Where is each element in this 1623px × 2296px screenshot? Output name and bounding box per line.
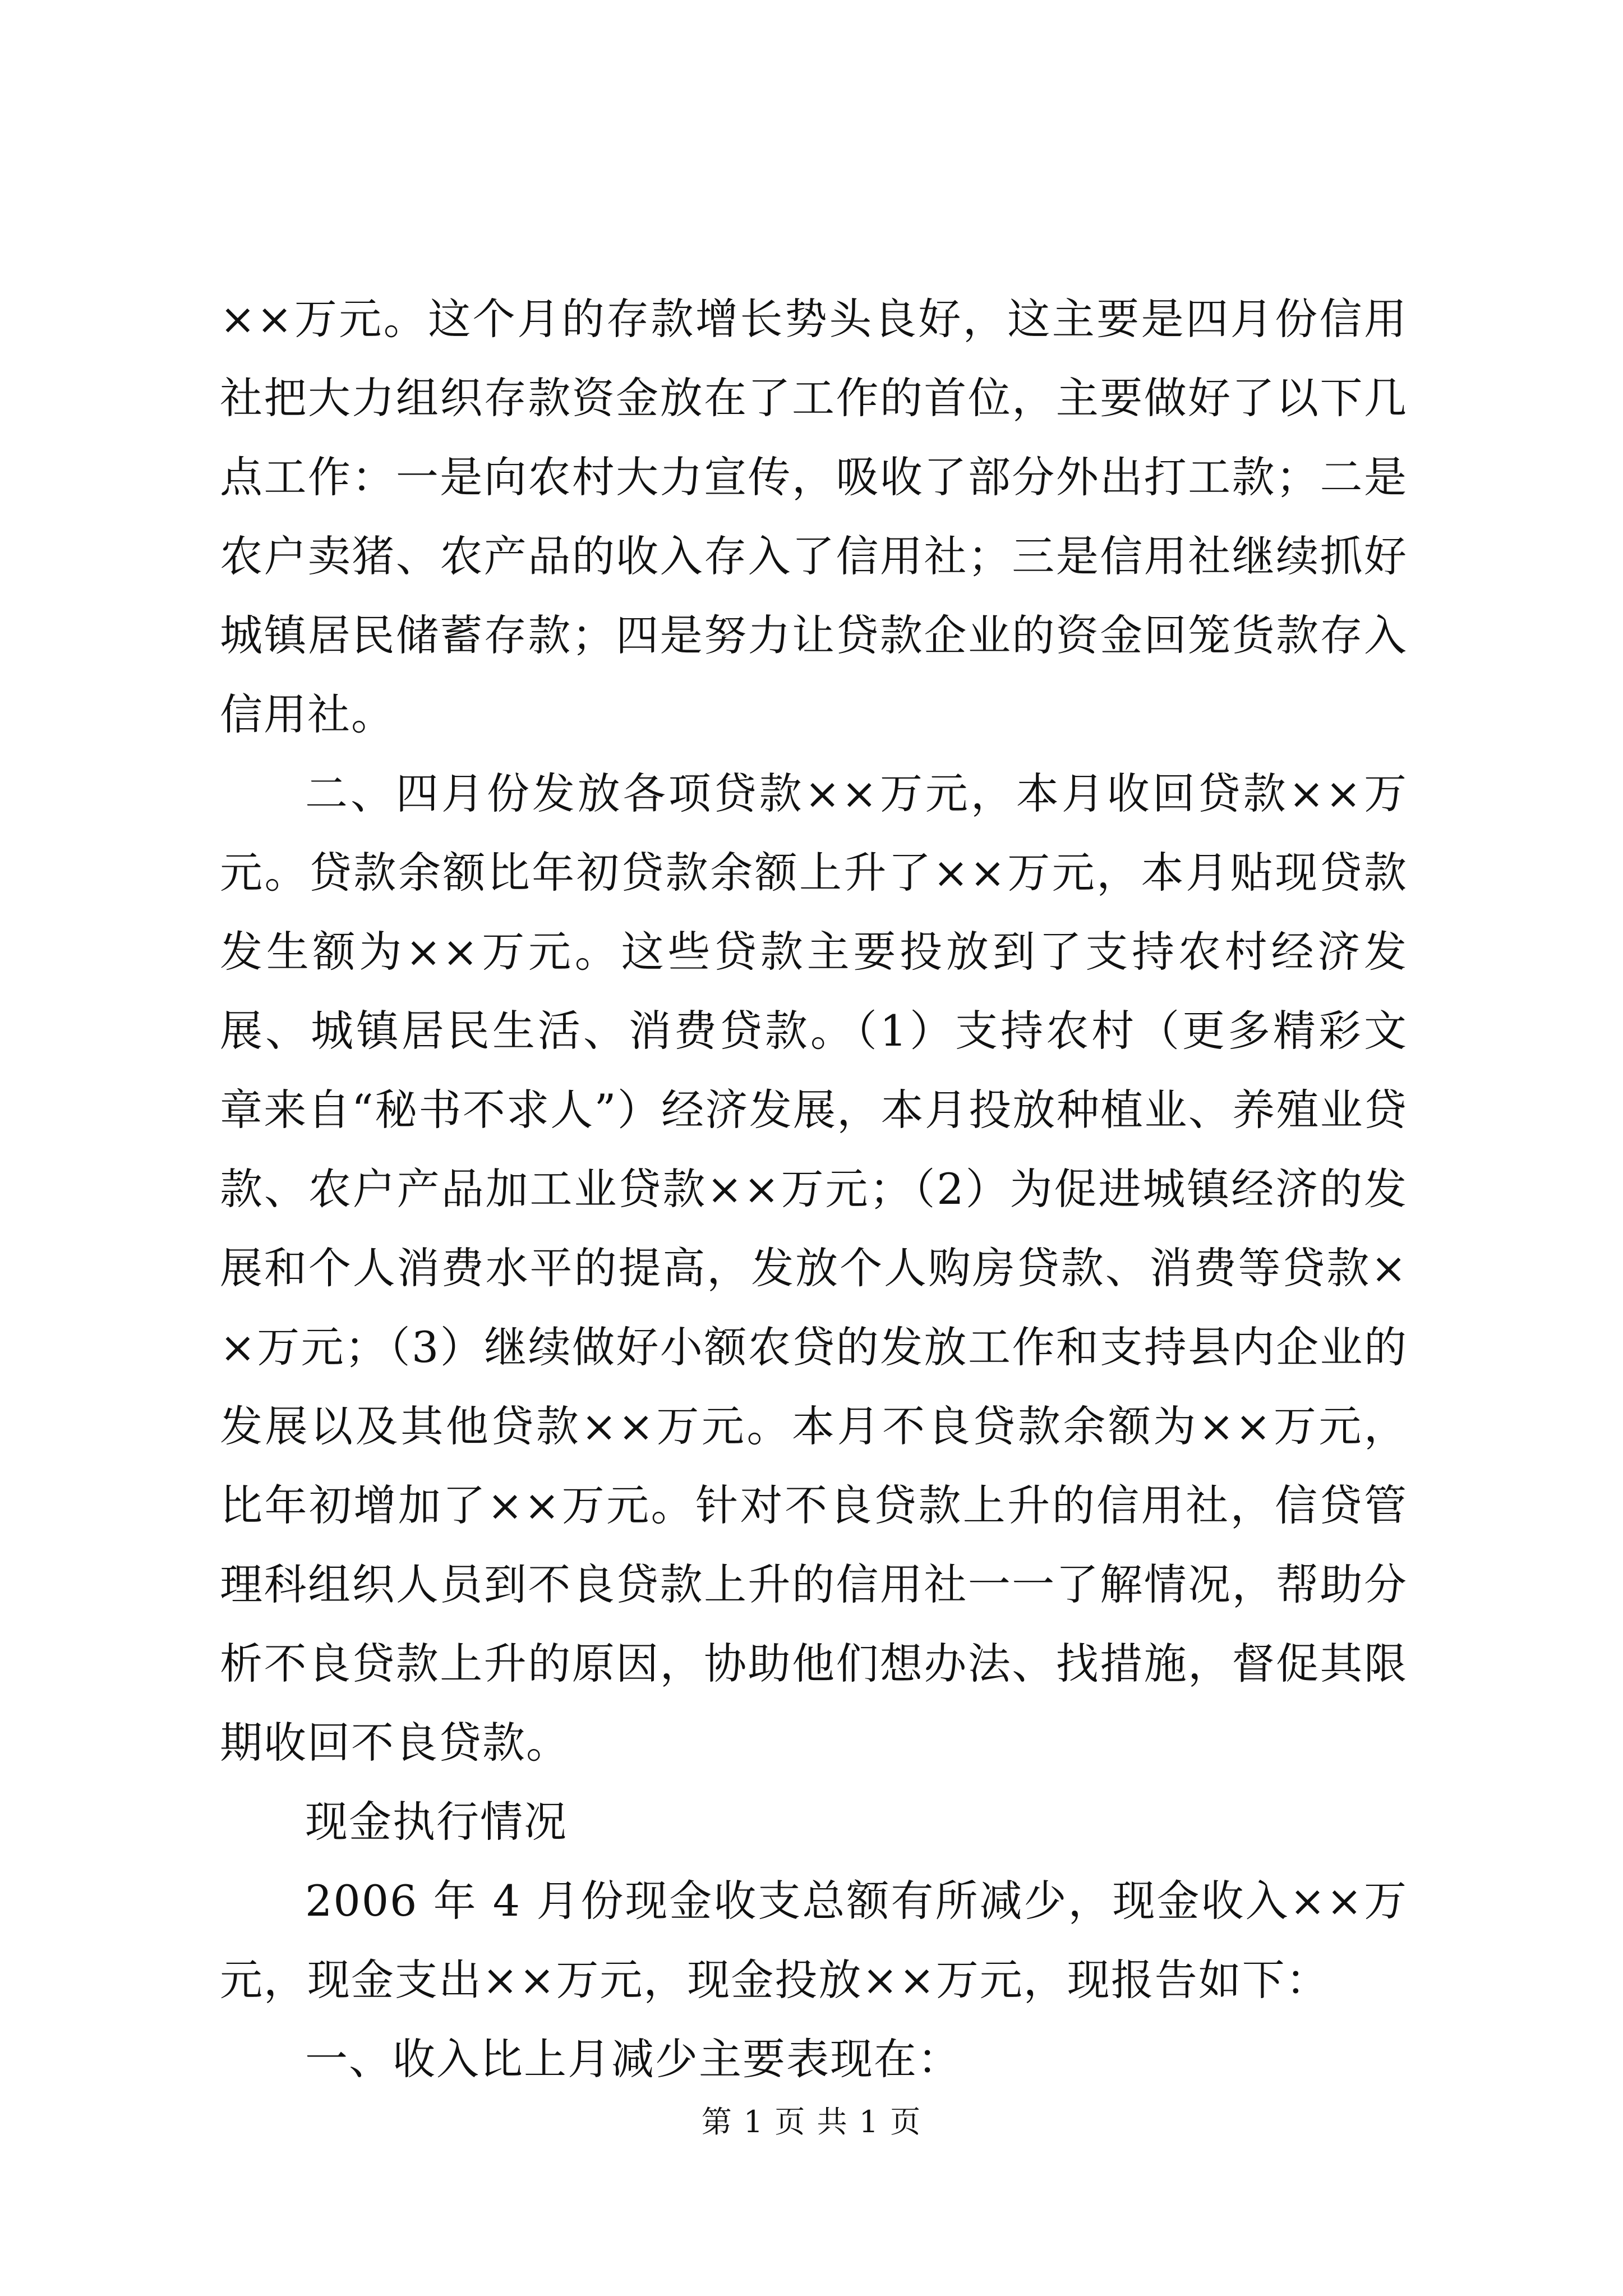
document-body [220,279,1408,2099]
paragraph-deposit-growth: ××万元。这个月的存款增长势头良好，这主要是四月份信用社把大力组织存款资金放在了工作的首位，主要做好了以下几点工作：一是向农村大力宣传，吸收了部分外出打工款；二是农户卖猪、农产品的收入存入了信用社；三是信用社继续抓好城镇居民储蓄存款；四是努力让贷款企业的资金回笼货款存入信用社。 [220,294,1408,739]
paragraph-loans: 二、四月份发放各项贷款××万元，本月收回贷款××万元。贷款余额比年初贷款余额上升了××万元，本月贴现贷款发生额为××万元。这些贷款主要投放到了支持农村经济发展、城镇居民生活、消费贷款。（1）支持农村（更多精彩文章来自“秘书不求人”）经济发展，本月投放种植业、养殖业贷款、农户产品加工业贷款××万元；（2）为促进城镇经济的发展和个人消费水平的提高，发放个人购房贷款、消费等贷款××万元；（3）继续做好小额农贷的发放工作和支持县内企业的发展以及其他贷款××万元。本月不良贷款余额为××万元，比年初增加了××万元。针对不良贷款上升的信用社，信贷管理科组织人员到不良贷款上升的信用社一一了解情况，帮助分析不良贷款上升的原因，协助他们想办法、找措施，督促其限期收回不良贷款。 [220,769,1408,1768]
paragraph-income-decrease: 一、收入比上月减少主要表现在： [305,2034,961,2084]
paragraph-cash-summary: 2006 年 4 月份现金收支总额有所减少，现金收入××万元，现金支出××万元，现金投放××万元，现报告如下： [220,1876,1408,2005]
section-heading-cash: 现金执行情况 [305,1797,568,1847]
page-footer: 第 1 页 共 1 页 [701,2104,922,2139]
